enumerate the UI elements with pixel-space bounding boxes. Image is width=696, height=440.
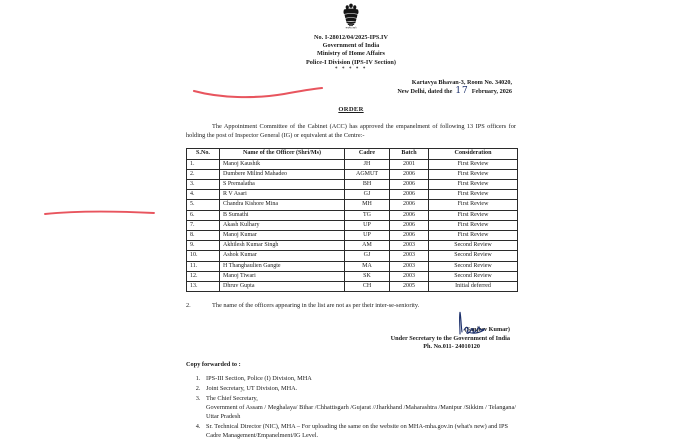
cell-name: Ashok Kumar — [220, 251, 345, 261]
cell-sno: 13. — [187, 282, 220, 292]
paragraph-2-number: 2. — [186, 302, 191, 310]
column-header-cadre: Cadre — [345, 149, 390, 159]
cell-sno: 4. — [187, 190, 220, 200]
table-row — [187, 190, 518, 200]
copy-forwarded-list — [186, 374, 516, 440]
national-emblem-block — [186, 0, 516, 34]
star-separator: * * * * * — [335, 66, 367, 72]
red-underline-row6-annotation — [44, 204, 156, 212]
date-line — [186, 87, 512, 97]
cell-cadre: CH — [345, 282, 390, 292]
ashoka-emblem-icon — [341, 3, 361, 29]
cell-cadre: TG — [345, 210, 390, 220]
paragraph-2-block — [186, 301, 516, 310]
order-heading: ORDER — [338, 106, 364, 113]
list-item — [202, 374, 516, 383]
cell-consideration: First Review — [429, 159, 518, 169]
table-row — [187, 271, 518, 281]
cell-consideration: First Review — [429, 200, 518, 210]
cell-consideration: Second Review — [429, 241, 518, 251]
cell-consideration: Second Review — [429, 251, 518, 261]
table-row — [187, 210, 518, 220]
cell-name: Manoj Kumar — [220, 231, 345, 241]
cell-cadre: MA — [345, 261, 390, 271]
cell-name: Dumbere Milind Mahadeo — [220, 169, 345, 179]
cell-sno: 8. — [187, 231, 220, 241]
cell-name: R V Asari — [220, 190, 345, 200]
table-row — [187, 231, 518, 241]
column-header-consideration: Consideration — [429, 149, 518, 159]
officers-table — [186, 148, 518, 292]
cell-sno: 12. — [187, 271, 220, 281]
cell-sno: 2. — [187, 169, 220, 179]
cell-sno: 3. — [187, 180, 220, 190]
signatory-phone: Ph. No.011- 24010120 — [423, 343, 480, 351]
cell-batch: 2006 — [390, 231, 429, 241]
date-suffix: February, 2026 — [471, 88, 512, 96]
list-item-text: IPS-III Section, Police (I) Division, MHA — [206, 375, 312, 383]
paragraph-2-text: The name of the officers appearing in the list are not as per their inter-se-seniority. — [212, 302, 420, 310]
cell-batch: 2003 — [390, 241, 429, 251]
cell-consideration: First Review — [429, 180, 518, 190]
cell-sno: 7. — [187, 220, 220, 230]
cell-cadre: AM — [345, 241, 390, 251]
list-item — [202, 394, 516, 422]
cell-batch: 2003 — [390, 271, 429, 281]
cell-cadre: UP — [345, 231, 390, 241]
cell-name: Dhruv Gupta — [220, 282, 345, 292]
division-line: Police-I Division (IPS-IV Section) — [305, 58, 397, 66]
cell-cadre: SK — [345, 271, 390, 281]
cell-consideration: First Review — [429, 220, 518, 230]
cell-consideration: Second Review — [429, 271, 518, 281]
cell-batch: 2003 — [390, 261, 429, 271]
signature-block — [186, 326, 516, 351]
cell-batch: 2006 — [390, 210, 429, 220]
cell-name: Chandra Kishore Mina — [220, 200, 345, 210]
cell-consideration: Initial deferred — [429, 282, 518, 292]
government-line: Government of India — [322, 42, 380, 50]
signatory-designation: Under Secretary to the Government of India — [390, 334, 510, 342]
cell-sno: 6. — [187, 210, 220, 220]
cell-cadre: AGMUT — [345, 169, 390, 179]
column-header-sno: S.No. — [187, 149, 220, 159]
cell-consideration: Second Review — [429, 261, 518, 271]
cell-name: Manoj Tiwari — [220, 271, 345, 281]
cell-cadre: BH — [345, 180, 390, 190]
list-item-subtext: Government of Assam / Meghalaya/ Bihar /Chhattisgarh /Gujarat //Jharkhand /Maharashtra /Manipur /Sikkim / Telangana/ Uttar Pradesh — [206, 404, 516, 421]
list-item — [202, 384, 516, 393]
cell-consideration: First Review — [429, 190, 518, 200]
list-item-text: The Chief Secretary, — [206, 394, 258, 402]
cell-name: Manoj Kaushik — [220, 159, 345, 169]
cell-batch: 2006 — [390, 220, 429, 230]
signatory-name: (Sanjeev Kumar) — [464, 326, 510, 334]
list-item-text: Sr. Technical Director (NIC), MHA – For uploading the same on the website on MHA-mha.gov.in (what's new) and IPS Cadre Management/Empanelment/IG Level. — [206, 422, 509, 440]
cell-sno: 11. — [187, 261, 220, 271]
list-item-text: Joint Secretary, UT Division, MHA. — [206, 385, 298, 393]
cell-sno: 9. — [187, 241, 220, 251]
address-block — [186, 79, 516, 97]
cell-name: H Thanghaulien Gangte — [220, 261, 345, 271]
cell-batch: 2006 — [390, 169, 429, 179]
cell-name: S Premalatha — [220, 180, 345, 190]
ministry-line: Ministry of Home Affairs — [316, 50, 386, 58]
cell-sno: 1. — [187, 159, 220, 169]
cell-cadre: GJ — [345, 190, 390, 200]
handwritten-date: 17 — [455, 86, 469, 97]
table-header-row — [187, 149, 518, 159]
cell-batch: 2006 — [390, 180, 429, 190]
table-row — [187, 159, 518, 169]
file-number: No. I-28012/04/2025-IPS.IV — [313, 34, 388, 41]
cell-sno: 5. — [187, 200, 220, 210]
cell-name: B Sumathi — [220, 210, 345, 220]
cell-consideration: First Review — [429, 231, 518, 241]
address-line-1: Kartavya Bhavan-3, Room No. 34020, — [411, 78, 512, 86]
cell-cadre: UP — [345, 220, 390, 230]
cell-batch: 2006 — [390, 200, 429, 210]
cell-cadre: MH — [345, 200, 390, 210]
date-prefix: New Delhi, dated the — [397, 88, 453, 96]
cell-cadre: GJ — [345, 251, 390, 261]
table-row — [187, 241, 518, 251]
table-row — [187, 180, 518, 190]
column-header-batch: Batch — [390, 149, 429, 159]
cell-sno: 10. — [187, 251, 220, 261]
cell-batch: 2003 — [390, 251, 429, 261]
table-row — [187, 282, 518, 292]
table-row — [187, 169, 518, 179]
emblem-caption: सत्यमेव जयते — [345, 26, 357, 29]
document-body — [186, 0, 516, 440]
column-header-name: Name of the Officer (Shri/Ms) — [220, 149, 345, 159]
cell-cadre: JH — [345, 159, 390, 169]
officers-table-body — [187, 159, 518, 292]
cell-name: Akhilesh Kumar Singh — [220, 241, 345, 251]
table-row — [187, 251, 518, 261]
table-row — [187, 200, 518, 210]
cell-consideration: First Review — [429, 169, 518, 179]
paragraph-1: The Appointment Committee of the Cabinet (ACC) has approved the empanelment of following 13 IPS officers for holding the post of Inspector General (IG) or equivalent at the Centre:- — [186, 123, 516, 140]
table-row — [187, 220, 518, 230]
cell-consideration: First Review — [429, 210, 518, 220]
copy-forwarded-title: Copy forwarded to : — [186, 360, 241, 368]
cell-name: Akash Kulhary — [220, 220, 345, 230]
table-row — [187, 261, 518, 271]
cell-batch: 2006 — [390, 190, 429, 200]
cell-batch: 2005 — [390, 282, 429, 292]
cell-batch: 2001 — [390, 159, 429, 169]
list-item — [202, 422, 516, 440]
